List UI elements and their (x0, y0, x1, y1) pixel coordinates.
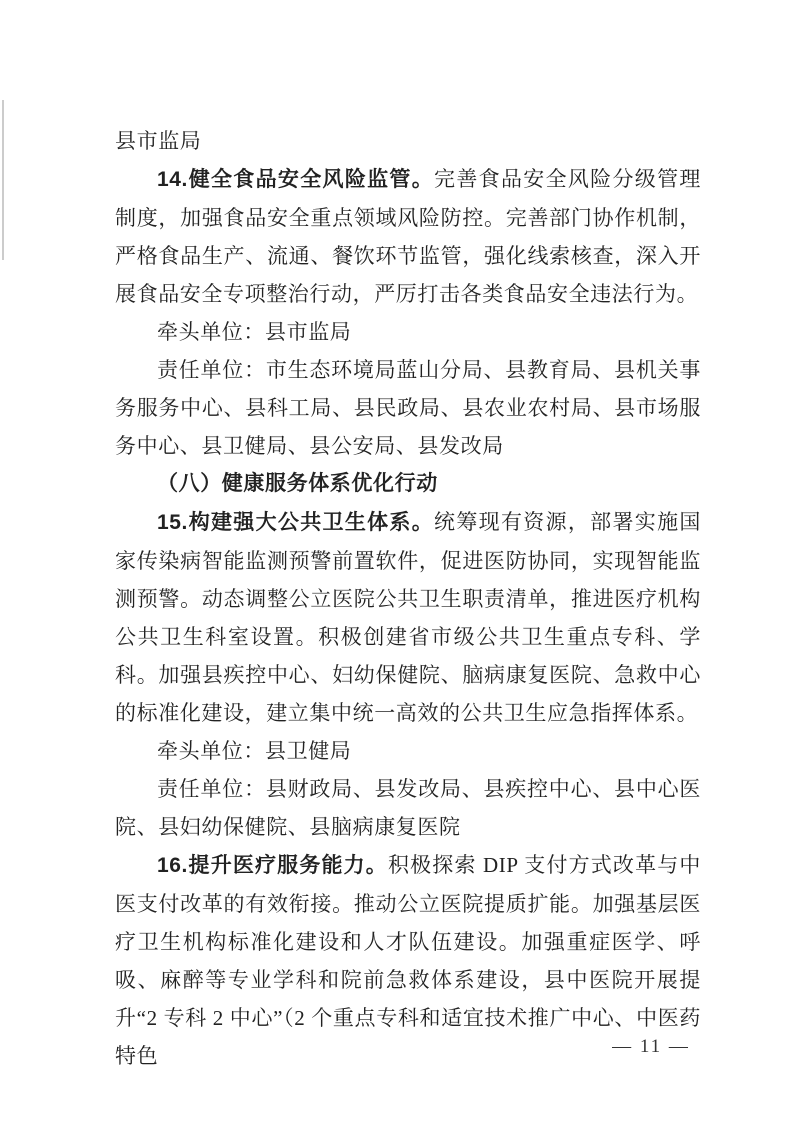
scan-artifact-line (2, 100, 4, 260)
paragraph-item-14 (115, 160, 701, 313)
responsible-unit-line-15: 责任单位：县财政局、县发改局、县疾控中心、县中心医院、县妇幼保健院、县脑病康复医院 (115, 777, 701, 839)
item-15-heading: 15.构建强大公共卫生体系。 (157, 511, 435, 534)
paragraph-carryover: 县市监局 (115, 129, 202, 153)
section-heading-8: （八）健康服务体系优化行动 (157, 472, 438, 495)
page-content (115, 122, 701, 1075)
item-15-body: 统筹现有资源，部署实施国家传染病智能监测预警前置软件，促进医防协同，实现智能监测预警。动态调整公立医院公共卫生职责清单，推进医疗机构公共卫生科室设置。积极创建省市级公共卫生重点专科、学科。加强县疾控中心、妇幼保健院、脑病康复医院、急救中心的标准化建设，建立集中统一高效的公共卫生应急指挥体系。 (115, 510, 701, 725)
page-number: — 11 — (612, 1036, 690, 1057)
item-16-heading: 16.提升医疗服务能力。 (157, 854, 388, 877)
item-14-body: 完善食品安全风险分级管理制度，加强食品安全重点领域风险防控。完善部门协作机制，严格食品生产、流通、餐饮环节监管，强化线索核查，深入开展食品安全专项整治行动，严厉打击各类食品安全违法行为。 (115, 167, 701, 306)
item-14-heading: 14.健全食品安全风险监管。 (157, 168, 435, 191)
paragraph-item-15 (115, 503, 701, 732)
responsible-unit-line-14: 责任单位：市生态环境局蓝山分局、县教育局、县机关事务服务中心、县科工局、县民政局、县农业农村局、县市场服务中心、县卫健局、县公安局、县发改局 (115, 358, 701, 458)
lead-unit-line-15: 牵头单位：县卫健局 (157, 739, 352, 763)
lead-unit-line-14: 牵头单位：县市监局 (157, 320, 352, 344)
item-16-body: 积极探索 DIP 支付方式改革与中医支付改革的有效衔接。推动公立医院提质扩能。加强基层医疗卫生机构标准化建设和人才队伍建设。加强重症医学、呼吸、麻醉等专业学科和院前急救体系建设，县中医院开展提升“2 专科 2 中心”（2 个重点专科和适宜技术推广中心、中医药特色 (115, 853, 701, 1068)
